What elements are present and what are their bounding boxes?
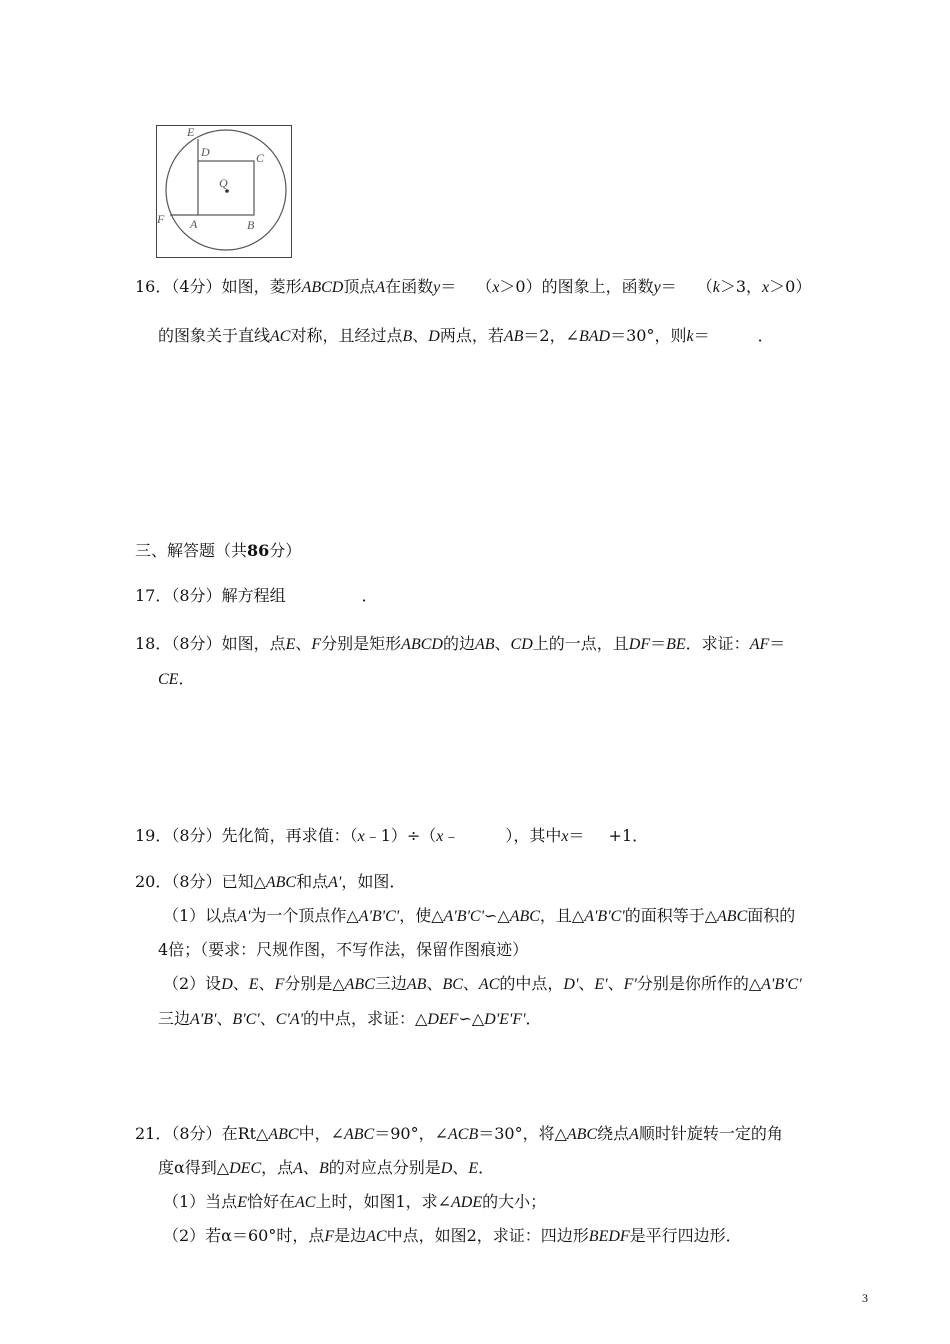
q21-text: 上时，如图1，求∠ [315,1192,452,1211]
q21-var: ADE [451,1194,483,1211]
q16-var: x [492,279,500,296]
q16-text: ＝ [660,277,677,296]
q21-text: 、 [302,1158,319,1177]
q21-var: D [440,1160,453,1177]
q21-text: 是边 [334,1226,367,1245]
q21-text: （2）若α＝60°时，点 [163,1226,325,1245]
q21-text: ，点 [261,1158,294,1177]
q20-var: ABC [265,874,297,891]
q21-text: ＝30°，将△ [478,1124,567,1143]
q20-var: ABC [344,976,375,993]
q18-line2 [158,669,194,690]
q20-text: 、 [607,974,624,993]
q20-text: ∽△ [458,1009,485,1028]
section-score: 86 [247,541,270,560]
q19-var: x [436,828,444,845]
q21-number: 21． [135,1124,172,1143]
q20-part2-line1 [163,974,802,995]
q19-text: ＝ [568,826,585,845]
q21-var: ABC [268,1126,299,1143]
q21-text: 中点，如图2，求证：四边形 [386,1226,589,1245]
q20-var: ABC [509,908,540,925]
q20-text: 三边 [158,1009,191,1028]
q16-number: 16． [135,277,172,296]
q20-var: BC [442,976,463,993]
q18-line1 [135,634,785,655]
geometry-figure [156,125,292,258]
section-heading [135,541,301,561]
q17-line [135,586,378,606]
q20-part1-line1 [163,906,795,927]
q16-text: ＞0） [769,277,812,296]
q18-text: ＝ [769,634,786,653]
q18-var: F [311,636,322,653]
q20-var: AB [406,976,427,993]
q20-text: 的中点，求证：△ [303,1009,428,1028]
q16-text: ＝ [693,326,710,345]
q16-var: AC [270,328,291,345]
q20-var: AC [478,976,500,993]
q21-text: ＝90°，∠ [374,1124,448,1143]
q16-var: k [712,279,720,296]
q21-line1 [135,1124,783,1145]
q18-var: AB [474,636,495,653]
q20-text: 已知△ [221,872,266,891]
q18-var: BE [666,636,686,653]
q17-text: ． [361,586,378,605]
q21-text: ． [478,1158,495,1177]
q21-text: 恰好在 [246,1192,295,1211]
q21-line2 [158,1158,494,1179]
q21-var: DEC [229,1160,262,1177]
q16-text: 、 [412,326,429,345]
q20-text: ，且△ [539,906,585,925]
q20-var: E' [594,976,608,993]
q21-text: 度α得到△ [158,1158,230,1177]
q20-text: 面积的 [747,906,796,925]
figure-frame [157,126,292,258]
q18-text: 分别是矩形 [321,634,402,653]
q19-text: ），其中 [505,826,562,845]
q21-score: （8分） [171,1124,222,1143]
q20-var: A' [237,908,251,925]
label-f: F [157,212,165,226]
q21-var: ACB [448,1126,479,1143]
label-b: B [247,218,255,232]
q21-text: 在Rt△ [221,1124,269,1143]
q16-text: ． [757,326,774,345]
q19-var: x [357,828,365,845]
q16-text: （ [476,277,493,296]
q19-score: （8分） [171,826,222,845]
q16-text: 两点，若 [439,326,504,345]
q20-var: DEF [427,1011,459,1028]
q18-text: ．求证： [685,634,750,653]
q21-text: 中，∠ [298,1124,344,1143]
q20-var: D [221,976,233,993]
q20-text: 分别是△ [284,974,345,993]
section-text: 三、解答题（共 [135,541,248,560]
q20-var: E [248,976,259,993]
label-a: A [190,217,198,231]
q20-var: A'B'C' [761,976,802,993]
q16-text: 对称，且经过点 [290,326,403,345]
q16-text: ＝ [440,277,457,296]
label-d: D [201,145,210,159]
q21-var: ABC [344,1126,375,1143]
q21-part2 [163,1226,742,1247]
q19-text: 先化简，再求值：（ [221,826,358,845]
q21-var: E [468,1160,479,1177]
q20-var: F [274,976,285,993]
q18-var: CD [510,636,533,653]
q17-number: 17． [135,586,172,605]
q18-text: 如图，点 [221,634,286,653]
q16-var: BAD [579,328,611,345]
q20-var: B'C' [232,1011,260,1028]
q20-text: ． [525,1009,542,1028]
q20-text: ，如图． [341,872,406,891]
q21-var: A [629,1126,639,1143]
q19-text: +1． [608,826,649,845]
q20-var: C'A' [275,1011,304,1028]
q16-line1 [135,277,811,298]
q16-var: y [653,279,661,296]
q18-text: 、 [494,634,511,653]
q20-text: 、 [259,1009,276,1028]
q20-number: 20． [135,872,172,891]
q21-var: AC [366,1228,387,1245]
q16-text: ＝30°，则 [610,326,687,345]
q20-text: 的面积等于△ [624,906,718,925]
q18-text: 上的一点，且 [532,634,629,653]
q18-number: 18． [135,634,172,653]
q16-text: 在函数 [385,277,434,296]
q20-text: 、 [578,974,595,993]
q16-var: A [375,279,386,296]
q20-text: 、 [232,974,249,993]
q21-var: AC [294,1194,316,1211]
q16-line2 [158,326,774,347]
q18-score: （8分） [171,634,222,653]
q21-var: E [237,1194,247,1211]
q21-text: 绕点 [597,1124,630,1143]
q16-var: y [433,279,441,296]
q16-text: ＞3， [719,277,763,296]
q21-var: ABC [566,1126,598,1143]
q20-text: 和点 [296,872,329,891]
q20-part1-line2 [158,940,528,960]
q20-var: A'B'C' [358,908,400,925]
q18-text: 、 [295,634,312,653]
q16-var: k [686,328,694,345]
q20-text: 4倍；（要求：尺规作图，不写作法，保留作图痕迹） [158,940,529,959]
q21-var: A [293,1160,303,1177]
q18-text: ＝ [650,634,667,653]
q18-var: DF [628,636,651,653]
q16-var: ABCD [301,279,344,296]
q16-text: 的图象关于直线 [158,326,271,345]
q21-text: 的大小； [482,1192,547,1211]
q18-text: 的边 [442,634,475,653]
q18-text: ． [178,669,195,688]
q20-text: ∽△ [483,906,510,925]
q16-var: x [762,279,770,296]
q20-text: （1）以点 [163,906,238,925]
q20-text: ，使△ [399,906,444,925]
q20-text: 为一个顶点作△ [250,906,359,925]
q16-text: （ [696,277,713,296]
q20-score: （8分） [171,872,222,891]
q21-part1 [163,1192,546,1213]
label-e: E [187,125,195,139]
q21-text: 、 [452,1158,469,1177]
page-number: 3 [862,1291,868,1305]
q18-var: CE [158,671,179,688]
label-q: Q [219,176,228,190]
q17-score: （8分） [171,586,222,605]
label-c: C [256,151,265,165]
section-text: 分） [269,541,302,560]
q20-text: 三边 [374,974,407,993]
q16-text: ＞0）的图象上，函数 [499,277,654,296]
q20-var: A'B' [190,1011,217,1028]
q20-var: A'B'C' [443,908,484,925]
q19-var: x [561,828,569,845]
q18-var: ABCD [401,636,443,653]
q20-text: 分别是你所作的△ [636,974,762,993]
q17-text: 解方程组 [221,586,286,605]
q18-var: AF [749,636,770,653]
q20-var: D'E'F' [484,1011,526,1028]
q19-text: ﹣1）÷（ [364,826,437,845]
q20-var: A'B'C' [584,908,625,925]
q21-text: 的对应点分别是 [328,1158,441,1177]
q16-text: 顶点 [343,277,376,296]
q16-text: 如图，菱形 [221,277,302,296]
q20-text: 、 [426,974,443,993]
q20-var: D' [563,976,579,993]
q20-text: 、 [216,1009,233,1028]
q21-text: 顺时针旋转一定的角 [638,1124,783,1143]
q19-line [135,826,648,847]
q18-var: E [285,636,296,653]
q20-text: （2）设 [163,974,222,993]
q20-text: 的中点， [499,974,564,993]
q20-line1 [135,872,405,893]
q21-text: （1）当点 [163,1192,238,1211]
q21-var: F [324,1228,335,1245]
q19-text: ﹣ [443,826,460,845]
q20-part2-line2 [158,1009,542,1030]
q21-text: 是平行四边形． [629,1226,742,1245]
q20-var: ABC [717,908,748,925]
q16-var: AB [503,328,524,345]
q20-var: F' [623,976,637,993]
q16-score: （4分） [171,277,222,296]
q16-text: ＝2，∠ [523,326,579,345]
q20-text: 、 [462,974,479,993]
q21-var: BEDF [588,1228,630,1245]
q16-var: B [402,328,413,345]
q20-text: 、 [258,974,275,993]
q20-var: A' [328,874,342,891]
q19-number: 19． [135,826,172,845]
q16-var: D [428,328,440,345]
q21-var: B [318,1160,329,1177]
